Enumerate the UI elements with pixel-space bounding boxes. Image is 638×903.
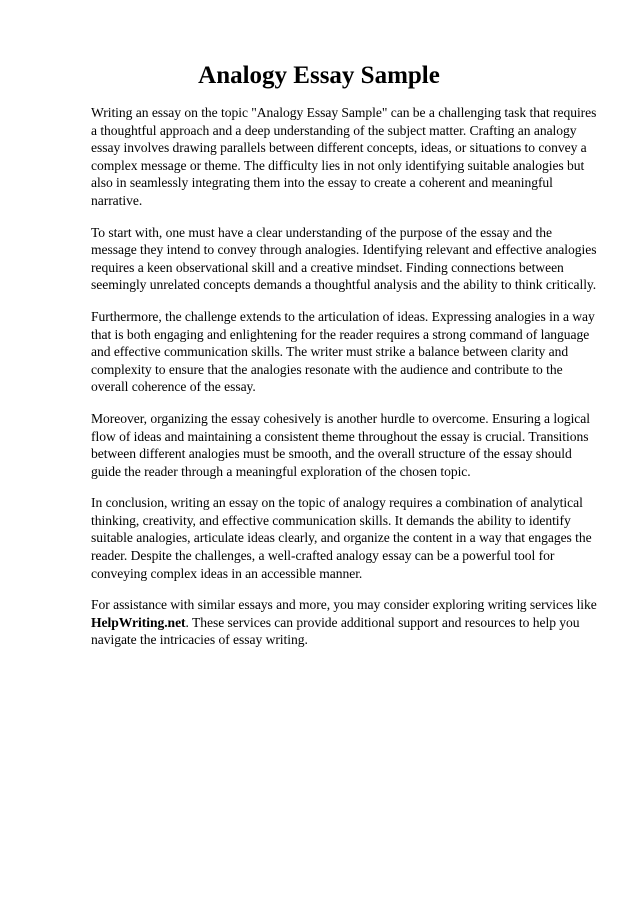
paragraph-2: To start with, one must have a clear understanding of the purpose of the essay and the message they intend to convey through analogies. Identifying relevant and effective analogies requires a keen observational skill and a creative mindset. Finding connections between seemingly unrelated concepts demands a thoughtful analysis and the ability to think critically.: [91, 224, 597, 293]
paragraph-5: In conclusion, writing an essay on the topic of analogy requires a combination of analytical thinking, creativity, and effective communication skills. It demands the ability to identify suitable analogies, articulate ideas clearly, and organize the content in a way that engages the reader. Despite the challenges, a well-crafted analogy essay can be a powerful tool for conveying complex ideas in an accessible manner.: [91, 495, 592, 581]
page-title: Analogy Essay Sample: [198, 62, 440, 89]
closing-paragraph: [91, 596, 598, 649]
paragraph-3: Furthermore, the challenge extends to the articulation of ideas. Expressing analogies in a way that is both engaging and enlightening for the reader requires a strong command of language and effective communication skills. The writer must strike a balance between clarity and complexity to ensure that the analogies resonate with the audience and contribute to the overall coherence of the essay.: [91, 308, 595, 395]
closing-text-before: For assistance with similar essays and more, you may consider exploring writing services like: [91, 597, 597, 613]
closing-text-after: . These services can provide additional support and resources to help you navigate the intricacies of essay writing.: [91, 614, 580, 648]
essay-body: [91, 104, 598, 663]
helpwriting-link[interactable]: HelpWriting.net: [91, 614, 186, 630]
paragraph-1: Writing an essay on the topic "Analogy Essay Sample" can be a challenging task that requires a thoughtful approach and a deep understanding of the subject matter. Crafting an analogy essay involves drawing parallels between different concepts, ideas, or situations to convey a complex message or theme. The difficulty lies in not only identifying suitable analogies but also in seamlessly integrating them into the essay to create a coherent and meaningful narrative.: [91, 105, 597, 208]
paragraph-4: Moreover, organizing the essay cohesively is another hurdle to overcome. Ensuring a logical flow of ideas and maintaining a consistent theme throughout the essay is crucial. Transitions between different analogies must be smooth, and the overall structure of the essay should guide the reader through a meaningful exploration of the chosen topic.: [91, 410, 590, 479]
